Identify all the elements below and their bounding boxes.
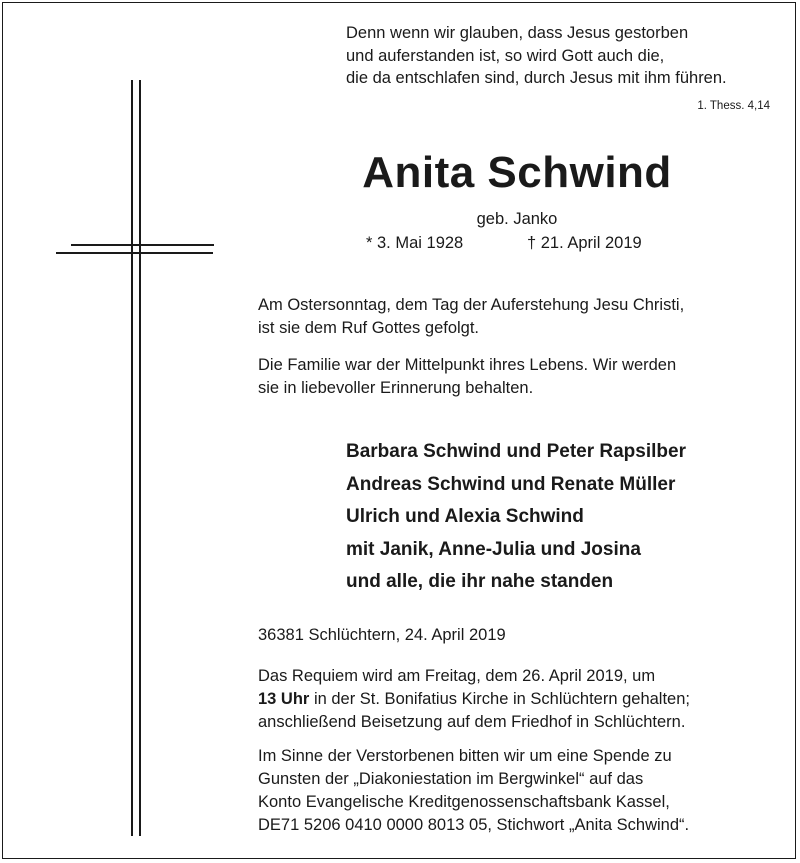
mourners-list xyxy=(346,436,686,599)
text-line: Konto Evangelische Kreditgenossenschaftsbank Kassel, xyxy=(258,793,670,811)
text-line: Im Sinne der Verstorbenen bitten wir um eine Spende zu xyxy=(258,747,672,765)
paragraph-death-notice xyxy=(258,294,788,340)
cross-horizontal-line xyxy=(71,244,214,246)
place-date: 36381 Schlüchtern, 24. April 2019 xyxy=(258,626,506,644)
deceased-name: Anita Schwind xyxy=(362,148,672,197)
paragraph-family xyxy=(258,354,788,400)
mourner-line: und alle, die ihr nahe standen xyxy=(346,571,614,592)
paragraph-donation xyxy=(258,745,788,837)
verse-reference: 1. Thess. 4,14 xyxy=(697,100,770,112)
text-line: ist sie dem Ruf Gottes gefolgt. xyxy=(258,319,480,337)
text-line: Am Ostersonntag, dem Tag der Auferstehung Jesu Christi, xyxy=(258,296,685,314)
verse-line: Denn wenn wir glauben, dass Jesus gestorben xyxy=(346,24,689,42)
mourner-line: mit Janik, Anne-Julia und Josina xyxy=(346,538,641,560)
requiem-location: in der St. Bonifatius Kirche in Schlüchtern gehalten; xyxy=(309,690,690,708)
verse-line: die da entschlafen sind, durch Jesus mit ihm führen. xyxy=(346,69,727,87)
text-line: DE71 5206 0410 0000 8013 05, Stichwort „Anita Schwind“. xyxy=(258,816,690,834)
text-line xyxy=(258,688,788,711)
text-line: anschließend Beisetzung auf dem Friedhof in Schlüchtern. xyxy=(258,713,686,731)
text-line: Gunsten der „Diakoniestation im Bergwinkel“ auf das xyxy=(258,770,644,788)
requiem-time: 13 Uhr xyxy=(258,690,310,708)
text-line: Die Familie war der Mittelpunkt ihres Lebens. Wir werden xyxy=(258,356,677,374)
cross-horizontal-line xyxy=(56,252,213,254)
mourner-line: Barbara Schwind und Peter Rapsilber xyxy=(346,441,686,462)
text-line: sie in liebevoller Erinnerung behalten. xyxy=(258,379,534,397)
mourner-line: Ulrich und Alexia Schwind xyxy=(346,506,584,527)
cross-vertical-line xyxy=(131,80,133,836)
maiden-name: geb. Janko xyxy=(476,210,558,228)
mourner-line: Andreas Schwind und Renate Müller xyxy=(346,473,676,495)
paragraph-requiem xyxy=(258,665,788,734)
text-line: Das Requiem wird am Freitag, dem 26. April 2019, um xyxy=(258,667,656,685)
death-date: † 21. April 2019 xyxy=(527,234,642,252)
birth-date: * 3. Mai 1928 xyxy=(366,234,464,252)
bible-verse xyxy=(346,22,776,90)
verse-line: und auferstanden ist, so wird Gott auch die, xyxy=(346,46,665,65)
cross-vertical-line xyxy=(139,80,141,836)
